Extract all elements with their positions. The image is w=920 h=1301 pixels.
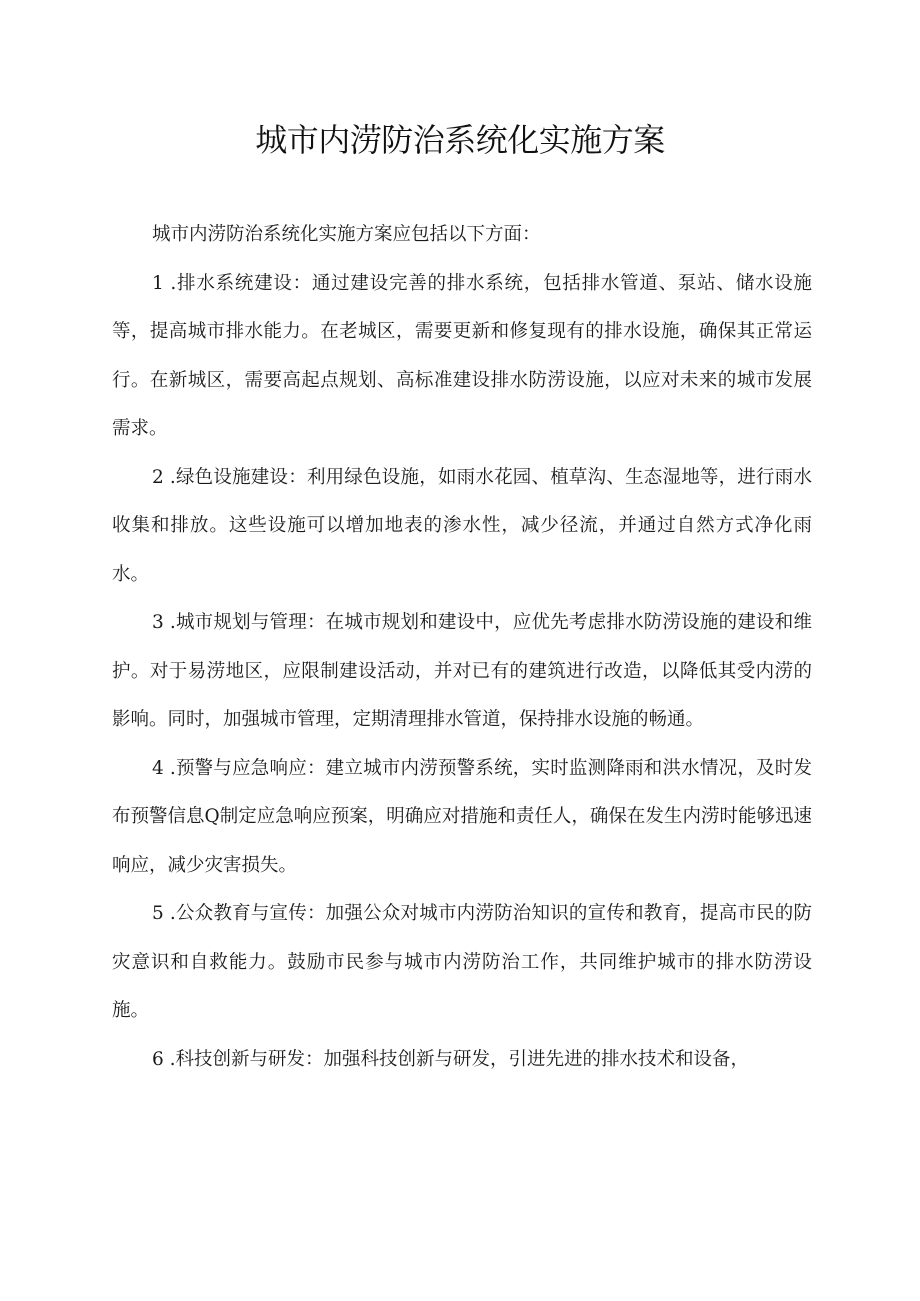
paragraph-tech-innovation: 6 .科技创新与研发：加强科技创新与研发，引进先进的排水技术和设备， (152, 1048, 750, 1070)
document-body (112, 211, 812, 1084)
paragraph-urban-planning: 3 .城市规划与管理：在城市规划和建设中，应优先考虑排水防涝设施的建设和维护。对于易涝地区，应限制建设活动，并对已有的建筑进行改造，以降低其受内涝的影响。同时，加强城市管理，定期清理排水管道，保持排水设施的畅通。 (112, 612, 812, 730)
document-title: 城市内涝防治系统化实施方案 (255, 121, 665, 159)
intro-paragraph: 城市内涝防治系统化实施方案应包括以下方面： (152, 224, 541, 245)
paragraph-early-warning: 4 .预警与应急响应：建立城市内涝预警系统，实时监测降雨和洪水情况，及时发布预警信息Q制定应急响应预案，明确应对措施和责任人，确保在发生内涝时能够迅速响应，减少灾害损失。 (112, 757, 812, 876)
paragraph-public-education: 5 .公众教育与宣传：加强公众对城市内涝防治知识的宣传和教育，提高市民的防灾意识和自救能力。鼓励市民参与城市内涝防治工作，共同维护城市的排水防涝设施。 (112, 903, 812, 1021)
paragraph-drainage-system: 1 .排水系统建设：通过建设完善的排水系统，包括排水管道、泵站、储水设施等，提高城市排水能力。在老城区，需要更新和修复现有的排水设施，确保其正常运行。在新城区，需要高起点规划、高标准建设排水防涝设施，以应对未来的城市发展需求。 (112, 272, 812, 439)
paragraph-green-facilities: 2 .绿色设施建设：利用绿色设施，如雨水花园、植草沟、生态湿地等，进行雨水收集和排放。这些设施可以增加地表的渗水性，减少径流，并通过自然方式净化雨水。 (112, 466, 812, 585)
